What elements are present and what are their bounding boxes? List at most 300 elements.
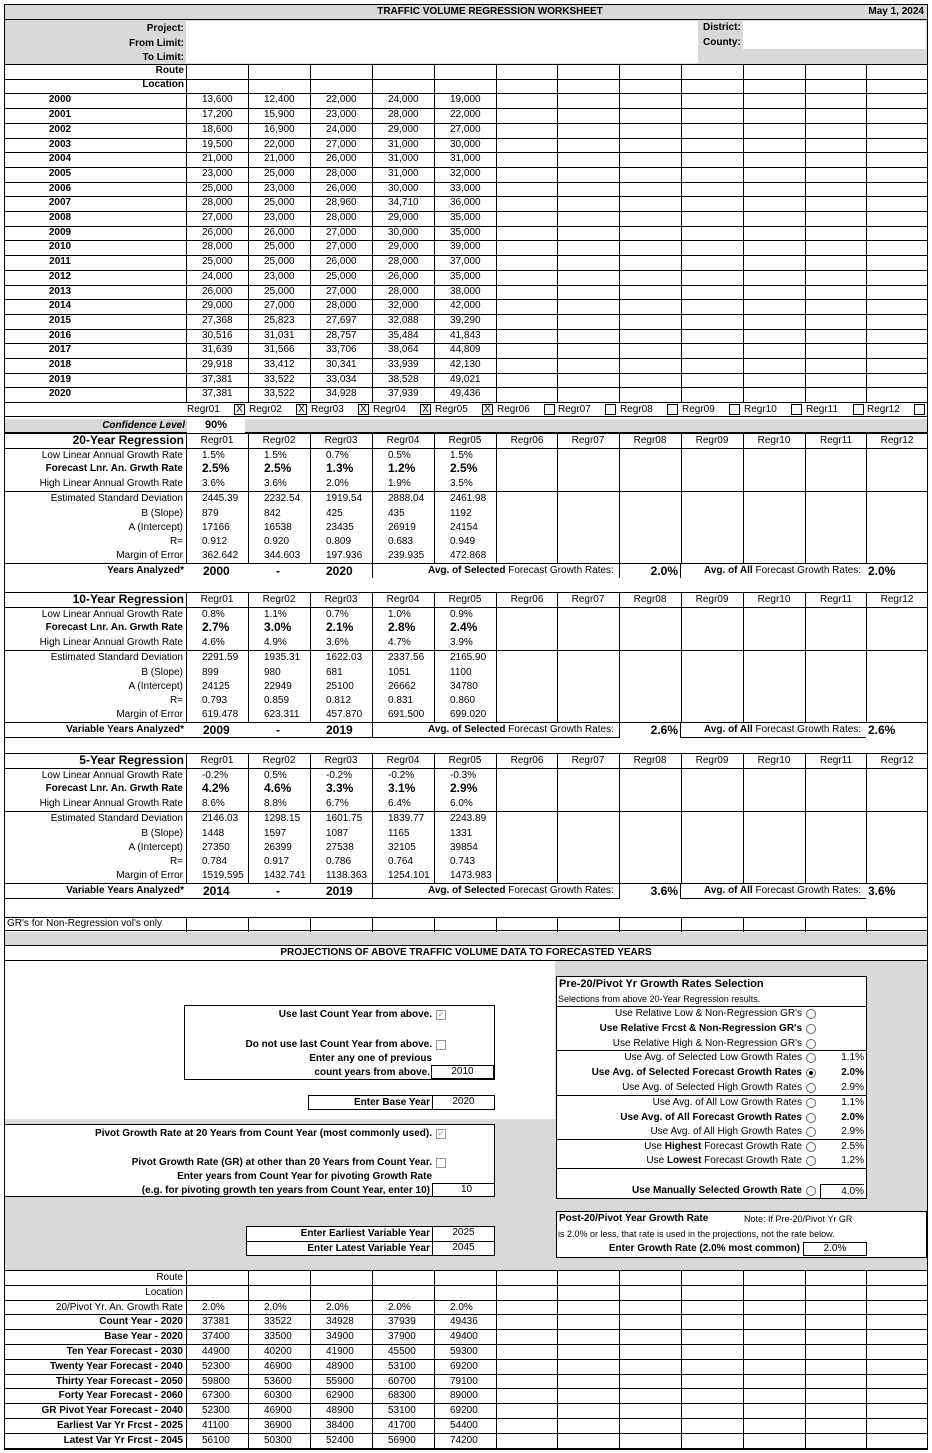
forecast-cell: 2.0% [326,1301,349,1313]
volume-cell[interactable]: 32,000 [450,167,481,179]
years-vline [372,883,373,898]
volume-cell[interactable]: 33,034 [326,373,357,385]
regr-selector-checkbox[interactable] [853,404,864,415]
stat-value-fc: 2.1% [326,620,354,634]
section-col-header: Regr08 [633,755,667,766]
section-vline [866,433,867,563]
section-vline [927,433,928,563]
use-last-count-checkbox[interactable]: ✓ [437,1010,445,1019]
forecast-row-label: GR Pivot Year Forecast - 2040 [41,1405,183,1417]
volume-cell[interactable]: 21,000 [264,153,295,165]
forecast-cell: 54400 [450,1420,478,1431]
section-vline [681,592,682,722]
not-last-count-checkbox[interactable] [436,1040,446,1050]
stat-label-fc: Forecast Lnr. An. Grwth Rate [45,783,183,794]
nonreg-vline [805,917,806,932]
regr-selector-checkbox[interactable] [729,404,740,415]
worksheet-title: TRAFFIC VOLUME REGRESSION WORKSHEET [377,6,603,17]
avg-all-label [704,885,861,896]
stat-value-sd: 1601.75 [326,813,363,824]
volume-cell[interactable]: 24,000 [202,270,233,282]
section-vline [743,592,744,722]
volume-cell[interactable]: 49,021 [450,373,481,385]
stat-value-fc: 3.0% [264,620,292,634]
section-vline [248,592,249,722]
grid-hline [5,64,927,65]
volume-cell[interactable]: 33,522 [264,388,295,400]
year-label: 2015 [48,314,72,326]
section-title: 20-Year Regression [72,433,184,447]
earliest-year-input[interactable]: 2025 [432,1227,494,1241]
volume-cell[interactable]: 30,516 [202,329,233,341]
stat-value-low: 1.5% [264,450,287,461]
post-enter-label: Enter Growth Rate (2.0% most common) [608,1243,800,1254]
volume-cell[interactable]: 23,000 [202,167,233,179]
section-vline [557,592,558,722]
forecast-row-label: 20/Pivot Yr. An. Growth Rate [55,1301,183,1313]
regr-selector-checkbox[interactable]: X [420,404,431,415]
forecast-row-label: Count Year - 2020 [99,1316,183,1328]
volume-cell[interactable]: 27,000 [450,123,481,135]
latest-year-input[interactable]: 2045 [432,1242,494,1255]
bottom-vline [434,1270,435,1448]
volume-cell[interactable]: 31,031 [264,329,295,341]
stat-value-r: 0.786 [326,856,352,867]
district-input[interactable] [743,21,926,49]
stat-value-fc: 1.2% [388,461,416,475]
volume-cell[interactable]: 36,000 [450,197,481,209]
volume-cell[interactable]: 16,900 [264,123,295,135]
volume-cell[interactable]: 25,000 [264,256,295,268]
forecast-cell: 48900 [326,1405,354,1417]
stat-label-high: High Linear Annual Growth Rate [39,637,183,648]
stat-label-a: A (Intercept) [128,681,183,692]
grid-vline [866,64,867,402]
volume-cell[interactable]: 39,290 [450,314,481,326]
stat-value-high: 6.4% [388,798,411,809]
stat-value-high: 8.8% [264,798,287,809]
section-vline [866,753,867,883]
radio-highest[interactable] [806,1142,816,1152]
year-label: 2018 [48,359,72,370]
volume-cell[interactable]: 49,436 [450,388,481,400]
volume-cell[interactable]: 26,000 [326,182,357,194]
radio-avg-sel-low[interactable] [806,1053,816,1063]
value-avg-all-high: 2.9% [841,1126,864,1137]
section-vline [619,592,620,722]
volume-cell[interactable]: 42,000 [450,300,481,312]
volume-cell[interactable]: 38,528 [388,373,419,385]
pre-pivot-title: Pre-20/Pivot Yr Growth Rates Selection [559,978,764,990]
volume-cell[interactable]: 13,600 [202,94,233,106]
regr-selector-label: Regr06 [497,404,530,416]
volume-cell[interactable]: 30,000 [388,226,419,238]
volume-cell[interactable]: 24,000 [388,94,419,106]
regr-selector-checkbox[interactable] [605,404,616,415]
volume-cell[interactable]: 22,000 [450,109,481,121]
volume-cell[interactable]: 30,000 [388,182,419,194]
volume-cell[interactable]: 37,381 [202,373,233,385]
volume-cell[interactable]: 37,000 [450,256,481,268]
section-col-header: Regr09 [695,435,729,446]
volume-cell[interactable]: 35,000 [450,226,481,238]
county-label: County: [703,37,741,48]
volume-cell[interactable]: 35,000 [450,270,481,282]
stat-value-moe: 699.020 [450,709,487,720]
avg-all-value: 3.6% [866,884,927,899]
option-relative-high: Use Relative High & Non-Regression GR's [612,1038,802,1049]
section-hline [5,563,927,564]
pivot-20-checkbox[interactable]: ✓ [437,1129,445,1138]
post-rate-input[interactable]: 2.0% [803,1242,867,1256]
regr-selector-label: Regr05 [435,404,468,416]
radio-lowest[interactable] [806,1156,816,1166]
gap-row [5,578,927,592]
stat-value-b: 435 [388,508,405,519]
stat-value-a: 39854 [450,842,478,853]
stat-value-sd: 1839.77 [388,813,425,824]
project-input[interactable] [186,21,698,63]
volume-cell[interactable]: 27,000 [326,241,357,253]
forecast-row-label: Latest Var Yr Frcst - 2045 [63,1434,183,1446]
volume-cell[interactable]: 28,000 [326,212,357,223]
avg-selected-bold: Avg. of Selected [428,565,506,576]
stat-value-a: 25100 [326,681,354,692]
stat-value-r: 0.949 [450,536,476,547]
volume-cell[interactable]: 39,000 [450,241,481,253]
stat-value-fc: 4.2% [202,781,230,795]
volume-cell[interactable]: 28,960 [326,197,357,209]
stat-value-r: 0.917 [264,856,290,867]
nonreg-vline [496,917,497,932]
volume-cell[interactable]: 33,939 [388,359,419,370]
stat-value-fc: 3.3% [326,781,354,795]
regr-selector-checkbox[interactable] [914,404,925,415]
volume-cell[interactable]: 23,000 [264,182,295,194]
volume-cell[interactable]: 26,000 [326,153,357,165]
volume-cell[interactable]: 29,000 [388,212,419,223]
stat-value-high: 3.6% [264,478,287,489]
stat-label-low: Low Linear Annual Growth Rate [41,770,183,781]
section-vline [805,753,806,883]
section-col-header: Regr04 [386,594,420,605]
stat-value-r: 0.809 [326,536,352,547]
volume-cell[interactable]: 34,928 [326,388,357,400]
volume-cell[interactable]: 42,130 [450,359,481,370]
regr-selector-checkbox[interactable] [667,404,678,415]
regr-selector-label: Regr12 [867,404,900,416]
bottom-vline [743,1270,744,1448]
volume-cell[interactable]: 19,000 [450,94,481,106]
regr-selector-checkbox[interactable]: X [296,404,307,415]
stat-value-b: 1087 [326,828,349,839]
section-col-header: Regr03 [324,435,358,446]
post-pivot-title: Post-20/Pivot Year Growth Rate [559,1213,709,1224]
stat-value-high: 6.7% [326,798,349,809]
pivot-other-checkbox[interactable] [436,1158,446,1168]
stat-value-moe: 1254.101 [388,870,430,881]
section-col-header: Regr09 [695,755,729,766]
avg-all-label [704,724,861,735]
regr-selector-checkbox[interactable]: X [234,404,245,415]
volume-cell[interactable]: 27,000 [326,138,357,150]
radio-manual[interactable] [806,1186,816,1196]
nonreg-vline [927,917,928,932]
volume-cell[interactable]: 28,000 [202,197,233,209]
stat-label-fc: Forecast Lnr. An. Grwth Rate [45,463,183,474]
volume-cell[interactable]: 21,000 [202,153,233,165]
avg-all-bold: Avg. of All [704,565,753,576]
section-vline [310,592,311,722]
forecast-cell: 49436 [450,1316,478,1328]
volume-cell[interactable]: 31,000 [388,153,419,165]
section-col-header: Regr11 [819,755,853,766]
volume-cell[interactable]: 29,918 [202,359,233,370]
volume-cell[interactable]: 30,000 [450,138,481,150]
forecast-row-label: Earliest Var Yr Frcst - 2025 [56,1420,183,1431]
volume-cell[interactable]: 37,381 [202,388,233,400]
forecast-cell: 40200 [264,1346,292,1357]
forecast-cell: 2.0% [450,1301,473,1313]
forecast-cell: 50300 [264,1434,292,1446]
volume-cell[interactable]: 27,368 [202,314,233,326]
forecast-cell: 34900 [326,1331,354,1343]
stat-label-b: B (Slope) [141,828,183,839]
pivot-example-label: (e.g. for pivoting growth ten years from Count Year, enter 10) [141,1185,430,1196]
volume-cell[interactable]: 19,500 [202,138,233,150]
bottom-vline [496,1270,497,1448]
section-vline [186,433,187,563]
year-label: 2004 [48,153,72,165]
previous-year-input[interactable]: 2010 [431,1065,494,1079]
section-hline [5,883,927,884]
volume-cell[interactable]: 32,088 [388,314,419,326]
volume-cell[interactable]: 25,000 [326,270,357,282]
year-label: 2017 [48,344,72,356]
years-dash: - [276,564,280,578]
volume-cell[interactable]: 38,000 [450,285,481,297]
stat-value-sd: 2146.03 [202,813,239,824]
volume-cell[interactable]: 29,000 [388,241,419,253]
volume-cell[interactable]: 31,566 [264,344,295,356]
forecast-cell: 60700 [388,1375,416,1387]
regr-selector-checkbox[interactable]: X [482,404,493,415]
radio-relative-low[interactable] [806,1009,816,1019]
regr-selector-checkbox[interactable]: X [358,404,369,415]
section-vline [434,433,435,563]
volume-cell[interactable]: 33,000 [450,182,481,194]
volume-cell[interactable]: 28,000 [326,300,357,312]
radio-avg-sel-forecast[interactable] [806,1068,816,1078]
stat-value-moe: 619.478 [202,709,239,720]
volume-cell[interactable]: 17,200 [202,109,233,121]
volume-cell[interactable]: 25,000 [202,182,233,194]
stat-value-r: 0.920 [264,536,290,547]
forecast-cell: 36900 [264,1420,292,1431]
volume-cell[interactable]: 22,000 [264,138,295,150]
base-year-input[interactable]: 2020 [432,1096,494,1109]
volume-cell[interactable]: 31,000 [450,153,481,165]
stat-label-r: R= [169,856,183,867]
forecast-cell: 53100 [388,1360,416,1372]
volume-cell[interactable]: 25,000 [264,167,295,179]
option-avg-all-low: Use Avg. of All Low Growth Rates [652,1097,802,1108]
forecast-cell: 53600 [264,1375,292,1387]
avg-selected-bold: Avg. of Selected [428,724,506,735]
pivot-20-label: Pivot Growth Rate at 20 Years from Count Year (most commonly used). [95,1128,432,1139]
option-relative-forecast: Use Relative Frcst & Non-Regression GR's [599,1023,802,1034]
stat-label-moe: Margin of Error [116,709,183,720]
volume-cell[interactable]: 33,706 [326,344,357,356]
volume-cell[interactable]: 33,522 [264,373,295,385]
option-relative-low: Use Relative Low & Non-Regression GR's [615,1008,802,1019]
volume-cell[interactable]: 34,710 [388,197,419,209]
years-dash: - [276,723,280,737]
stat-value-a: 26919 [388,522,416,533]
stat-value-b: 681 [326,667,343,678]
forecast-cell: 37900 [388,1331,416,1343]
years-analyzed-label: Years Analyzed* [107,565,184,576]
volume-cell[interactable]: 25,000 [264,197,295,209]
forecast-cell: 37400 [202,1331,230,1343]
forecast-cell: 48900 [326,1360,354,1372]
section-col-header: Regr03 [324,594,358,605]
volume-cell[interactable]: 35,000 [450,212,481,223]
section-col-header: Regr10 [757,594,791,605]
section-col-header: Regr12 [880,435,914,446]
volume-cell[interactable]: 28,000 [388,109,419,121]
volume-cell[interactable]: 27,000 [202,212,233,223]
section-col-header: Regr06 [510,435,544,446]
volume-cell[interactable]: 24,000 [326,123,357,135]
value-manual[interactable]: 4.0% [820,1184,864,1199]
volume-cell[interactable]: 23,000 [326,109,357,121]
grid-vline [927,64,928,402]
bottom-vline [186,1270,187,1448]
bottom-vline [557,1270,558,1448]
stat-label-a: A (Intercept) [128,522,183,533]
volume-cell[interactable]: 26,000 [202,285,233,297]
section-hline [5,722,927,723]
volume-cell[interactable]: 18,600 [202,123,233,135]
volume-cell[interactable]: 35,484 [388,329,419,341]
stat-value-moe: 1138.363 [326,870,367,881]
section-col-header: Regr03 [324,755,358,766]
volume-cell[interactable]: 27,000 [326,285,357,297]
volume-cell[interactable]: 23,000 [264,212,295,223]
volume-cell[interactable]: 28,000 [388,285,419,297]
volume-cell[interactable]: 29,000 [202,300,233,312]
stat-value-a: 26662 [388,681,416,692]
radio-avg-all-low[interactable] [806,1098,816,1108]
volume-cell[interactable]: 31,000 [388,138,419,150]
volume-cell[interactable]: 44,809 [450,344,481,356]
volume-cell[interactable]: 31,639 [202,344,233,356]
base-year-label: Enter Base Year [354,1097,430,1108]
volume-cell[interactable]: 29,000 [388,123,419,135]
avg-all-bold: Avg. of All [704,885,753,896]
volume-cell[interactable]: 28,757 [326,329,357,341]
regr-selector-checkbox[interactable] [544,404,555,415]
stat-value-high: 3.9% [450,637,473,648]
option-avg-sel-forecast: Use Avg. of Selected Forecast Growth Rates [591,1067,802,1078]
stat-value-high: 4.9% [264,637,287,648]
volume-cell[interactable]: 26,000 [264,226,295,238]
stat-value-moe: 239.935 [388,550,425,561]
year-label: 2009 [48,226,72,238]
stat-label-b: B (Slope) [141,667,183,678]
regr-selector-label: Regr04 [373,404,406,416]
volume-cell[interactable]: 32,000 [388,300,419,312]
volume-cell[interactable]: 28,000 [388,256,419,268]
volume-cell[interactable]: 27,697 [326,314,357,326]
stat-value-r: 0.743 [450,856,476,867]
stat-value-high: 2.0% [326,478,349,489]
volume-cell[interactable]: 37,939 [388,388,419,400]
volume-cell[interactable]: 12,400 [264,94,295,106]
pivot-years-input[interactable]: 10 [432,1183,494,1196]
confidence-value[interactable]: 90% [187,419,245,433]
volume-cell[interactable]: 33,412 [264,359,295,370]
volume-cell[interactable]: 27,000 [326,226,357,238]
regr-selector-checkbox[interactable] [791,404,802,415]
section-vline [866,592,867,722]
stat-value-r: 0.784 [202,856,228,867]
stat-value-b: 1051 [388,667,411,678]
volume-cell[interactable]: 41,843 [450,329,481,341]
stat-value-sd: 2165.90 [450,652,487,663]
volume-cell[interactable]: 27,000 [264,300,295,312]
volume-cell[interactable]: 22,000 [326,94,357,106]
volume-cell[interactable]: 23,000 [264,270,295,282]
volume-cell[interactable]: 25,823 [264,314,295,326]
grid-vline [496,64,497,402]
bottom-vline [372,1270,373,1448]
section-col-header: Regr11 [819,435,853,446]
volume-cell[interactable]: 26,000 [326,256,357,268]
volume-cell[interactable]: 25,000 [202,256,233,268]
section-vline [186,753,187,883]
forecast-cell: 41900 [326,1346,354,1357]
volume-cell[interactable]: 25,000 [264,241,295,253]
forecast-cell: 59300 [450,1346,478,1357]
volume-cell[interactable]: 28,000 [326,167,357,179]
volume-cell[interactable]: 25,000 [264,285,295,297]
volume-cell[interactable]: 28,000 [202,241,233,253]
volume-cell[interactable]: 38,064 [388,344,419,356]
volume-cell[interactable]: 26,000 [388,270,419,282]
stat-value-a: 22949 [264,681,292,692]
project-label: Project: [146,23,184,34]
route-label: Route [155,65,184,76]
stat-label-moe: Margin of Error [116,870,183,881]
volume-cell[interactable]: 15,900 [264,109,295,121]
forecast-cell: 67300 [202,1390,230,1402]
volume-cell[interactable]: 30,341 [326,359,357,370]
radio-relative-forecast[interactable] [806,1024,816,1034]
radio-avg-sel-high[interactable] [806,1083,816,1093]
volume-cell[interactable]: 31,000 [388,167,419,179]
grid-vline [805,64,806,402]
stat-label-low: Low Linear Annual Growth Rate [41,609,183,620]
radio-avg-all-forecast[interactable] [806,1113,816,1123]
stat-value-moe: 472.868 [450,550,487,561]
radio-relative-high[interactable] [806,1039,816,1049]
year-label: 2016 [48,329,72,341]
volume-cell[interactable]: 26,000 [202,226,233,238]
radio-avg-all-high[interactable] [806,1127,816,1137]
stat-value-low: 0.7% [326,609,349,620]
